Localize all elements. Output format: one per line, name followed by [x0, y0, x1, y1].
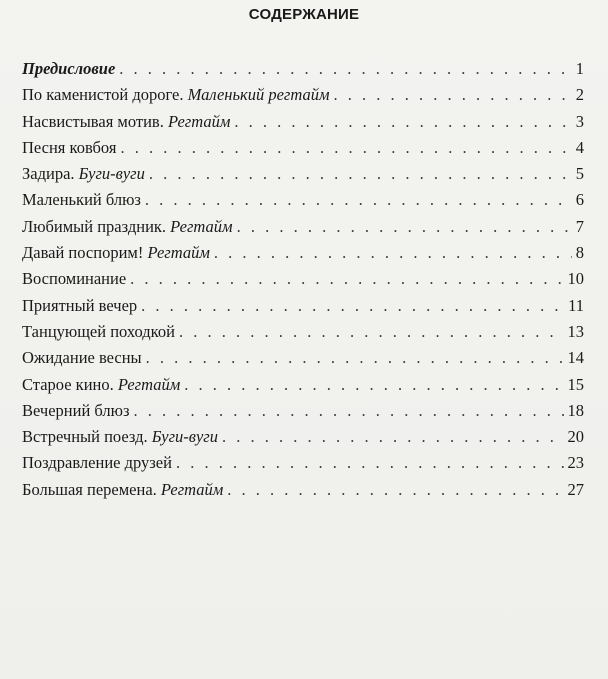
toc-page-number: 13	[567, 321, 584, 341]
toc-page-number: 6	[575, 190, 584, 210]
toc-page-number: 10	[567, 269, 584, 289]
leader-dots	[334, 82, 572, 108]
toc-page-number: 15	[567, 374, 584, 394]
toc-page-number: 20	[567, 427, 584, 447]
leader-dots	[237, 214, 572, 240]
leader-dots	[184, 372, 563, 398]
toc-page-number: 7	[575, 216, 584, 236]
toc-entry	[22, 135, 584, 161]
toc-entry	[22, 187, 584, 213]
toc-entry-label: Поздравление друзей	[22, 453, 172, 473]
page-title: СОДЕРЖАНИЕ	[248, 6, 360, 23]
toc-page-number: 1	[575, 59, 584, 78]
toc-entry	[22, 109, 584, 135]
toc-entry	[22, 319, 584, 345]
leader-dots	[179, 319, 564, 345]
leader-dots	[146, 345, 564, 371]
toc-entry-label: Ожидание весны	[22, 348, 142, 368]
toc-entry-label: Маленький блюз	[22, 190, 141, 210]
toc-entry-label: Давай поспорим! Регтайм	[22, 243, 210, 263]
leader-dots	[120, 135, 571, 161]
toc-entry-label: Предисловие	[22, 59, 116, 78]
leader-dots	[149, 161, 572, 187]
toc-page-number: 23	[567, 453, 584, 473]
toc-entry	[22, 424, 584, 450]
toc-entry	[22, 266, 584, 292]
toc-entry	[22, 214, 584, 240]
leader-dots	[119, 56, 571, 82]
toc-entry	[22, 345, 584, 371]
toc-entry	[22, 240, 584, 266]
toc-page-number: 27	[567, 479, 584, 499]
leader-dots	[227, 477, 563, 503]
leader-dots	[234, 109, 571, 135]
toc-entry-label: Приятный вечер	[22, 295, 138, 315]
leader-dots	[130, 266, 563, 292]
leader-dots	[145, 187, 572, 213]
toc-entry-label: Песня ковбоя	[22, 137, 117, 157]
toc-entry-label: Вечерний блюз	[22, 400, 130, 420]
toc-page-number: 2	[575, 85, 584, 105]
toc-page-number: 11	[568, 295, 584, 315]
toc-page-number: 8	[575, 243, 584, 263]
toc-page-number: 3	[575, 111, 584, 131]
toc-entry	[22, 293, 584, 319]
toc-entry-label: Насвистывая мотив. Регтайм	[22, 111, 231, 131]
leader-dots	[141, 293, 564, 319]
toc-entry-label: Танцующей походкой	[22, 321, 175, 341]
toc-entry	[22, 477, 584, 503]
toc-entry-label: Задира. Буги-вуги	[22, 164, 145, 184]
toc-entry-label: Старое кино. Регтайм	[22, 374, 181, 394]
toc-entry	[22, 398, 584, 424]
toc-entry	[22, 161, 584, 187]
toc-entry	[22, 56, 584, 82]
toc-entry-label: Воспоминание	[22, 269, 127, 289]
toc-entry-label: По каменистой дороге. Маленький регтайм	[22, 85, 330, 105]
table-of-contents	[22, 56, 584, 503]
toc-entry-label: Любимый праздник. Регтайм	[22, 216, 233, 236]
leader-dots	[214, 240, 572, 266]
toc-entry-label: Встречный поезд. Буги-вуги	[22, 427, 218, 447]
leader-dots	[176, 450, 564, 476]
leader-dots	[222, 424, 564, 450]
toc-entry-label: Большая перемена. Регтайм	[22, 479, 224, 499]
toc-page-number: 14	[567, 348, 584, 368]
toc-page-number: 5	[575, 164, 584, 184]
leader-dots	[133, 398, 563, 424]
toc-page-number: 18	[567, 400, 584, 420]
toc-entry	[22, 450, 584, 476]
toc-entry	[22, 372, 584, 398]
toc-entry	[22, 82, 584, 108]
toc-page-number: 4	[575, 137, 584, 157]
